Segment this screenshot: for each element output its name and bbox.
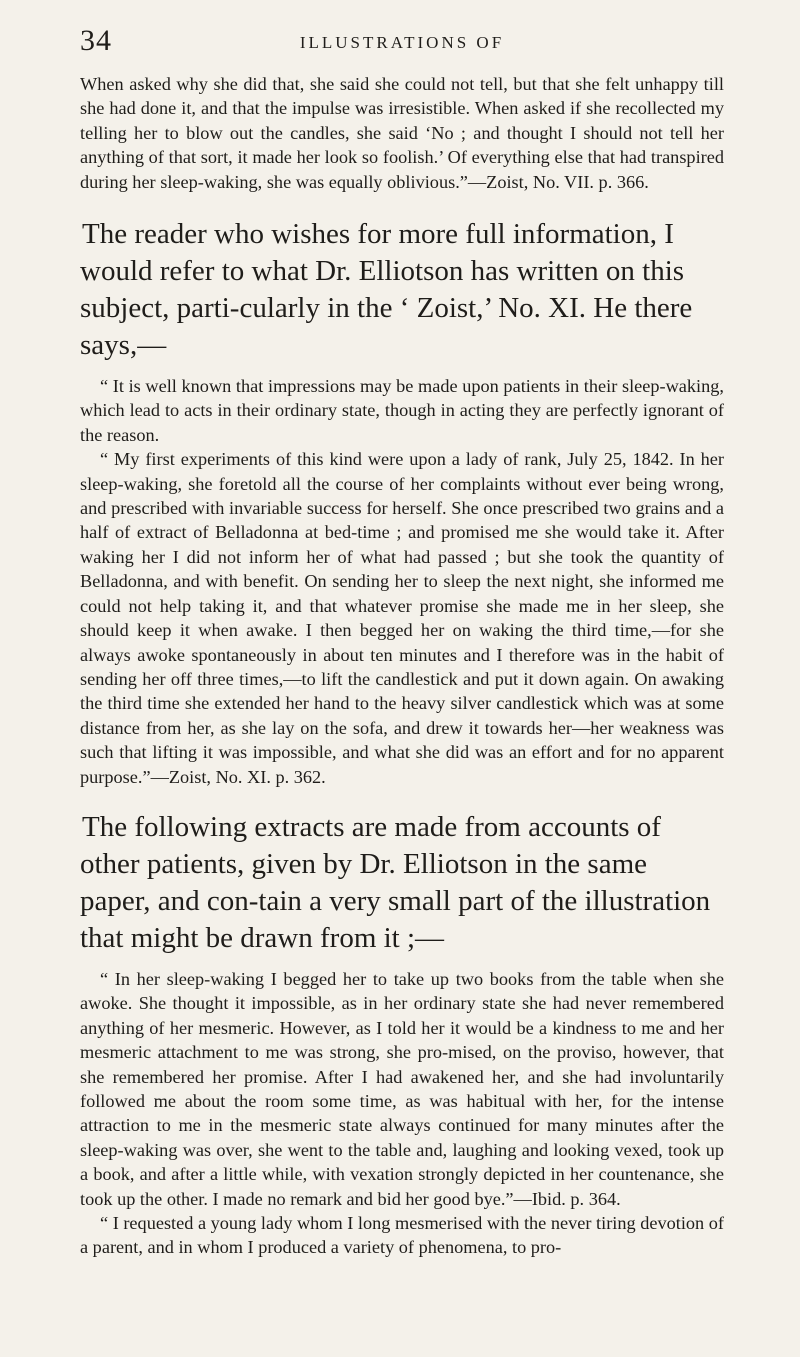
paragraph-first-experiments: “ My first experiments of this kind were upon a lady of rank, July 25, 1842. In her sleep-waking, she foretold all the course of her complaints without ever being wrong, and prescribed with invariable success for herself. She once prescribed two grains and a half of extract of Belladonna at bed-time ; and promised me she would take it. After waking her I did not inform her of what had passed ; but she took the quantity of Belladonna, and with benefit. On sending her to sleep the next night, she informed me could not help taking it, and that whatever promise she made me in her sleep, she should keep it when awake. I then begged her on waking the third time,—for she always awoke spontaneously in about ten minutes and I therefore was in the habit of sending her off three times,—to lift the candlestick and put it down again. On awaking the third time she extended her hand to the heavy silver candlestick which was at some distance from her, as she lay on the sofa, and drew it towards her—her weakness was such that lifting it was impossible, and what she did was an effort and for no apparent purpose.”—Zoist, No. XI. p. 362.	[80, 449, 724, 787]
paragraph-zoist-quote-end: When asked why she did that, she said she could not tell, but that she felt unhappy till she had done it, and that the impulse was irresistible. When asked if she recollected my telling her to blow out the candles, she said ‘No ; and thought I should not tell her anything of that sort, it made her look so foolish.’ Of everything else that had transpired during her sleep-waking, she was equally oblivious.”—Zoist, No. VII. p. 366.	[80, 74, 724, 192]
paragraph-impressions: “ It is well known that impressions may be made upon patients in their sleep-waking, which lead to acts in their ordinary state, though in acting they are perfectly ignorant of the reason.	[80, 376, 724, 445]
running-head: ILLUSTRATIONS OF	[299, 33, 505, 52]
paragraph-young-lady: “ I requested a young lady whom I long mesmerised with the never tiring devotion of a parent, and in whom I produced a variety of phenomena, to pro-	[80, 1213, 724, 1258]
paragraph-block	[80, 374, 724, 789]
paragraph-two-books: “ In her sleep-waking I begged her to take up two books from the table when she awoke. She thought it impossible, as in her ordinary state she had never remembered anything of her mesmeric. However, as I told her it would be a kindness to me and her mesmeric attachment to me was strong, she pro-mised, on the proviso, however, that she remembered her promise. After I had awakened her, and she had involuntarily followed me about the room some time, as was habitual with her, for the intense attraction to me in the mesmeric state always continued for many minutes after the sleep-waking was over, she went to the table and, laughing and looking vexed, took up a book, and after a little while, with vexation strongly depicted in her countenance, she took up the other. I made no remark and bid her good bye.”—Ibid. p. 364.	[80, 968, 724, 1209]
page-body	[80, 72, 724, 1260]
paragraph-following-extracts: The following extracts are made from accounts of other patients, given by Dr. Elliotson in the same paper, and con-tain a very small part of the illustration that might be drawn from it ;—	[80, 810, 711, 954]
paragraph-block	[80, 72, 724, 194]
paragraph-block	[80, 967, 724, 1260]
page-number: 34	[80, 24, 112, 57]
paragraph-block	[80, 216, 724, 364]
paragraph-reader-refer: The reader who wishes for more full information, I would refer to what Dr. Elliotson has written on this subject, parti-cularly in the ‘ Zoist,’ No. XI. He there says,—	[80, 218, 693, 362]
paragraph-block	[80, 809, 724, 957]
page-header	[80, 0, 724, 62]
